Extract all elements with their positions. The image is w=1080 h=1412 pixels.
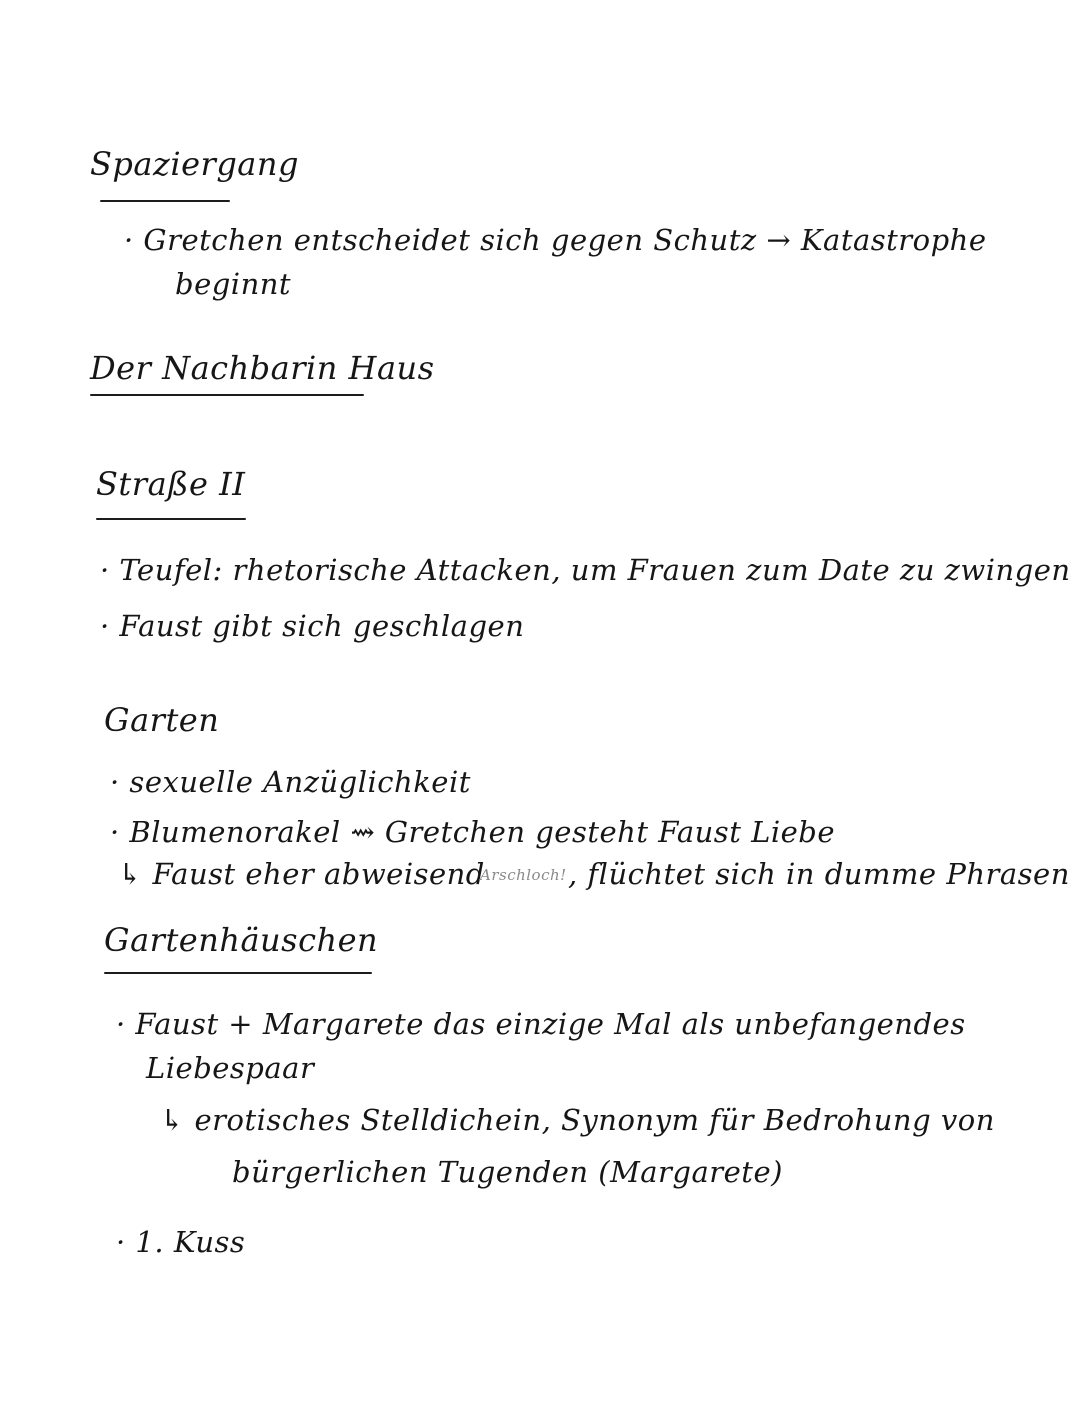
heading-strasse-ii: Straße II xyxy=(96,465,246,503)
note-line: · Gretchen entscheidet sich gegen Schutz → Katastrophe xyxy=(124,223,987,257)
margin-remark: Arschloch! xyxy=(480,866,567,884)
heading-spaziergang: Spaziergang xyxy=(90,145,299,183)
note-line: · 1. Kuss xyxy=(116,1225,246,1259)
note-line: · Faust + Margarete das einzige Mal als unbefangendes xyxy=(116,1007,966,1041)
heading-garten: Garten xyxy=(104,701,220,739)
note-line: · Faust gibt sich geschlagen xyxy=(100,609,525,643)
note-line: · Teufel: rhetorische Attacken, um Frauen zum Date zu zwingen xyxy=(100,553,1071,587)
heading-der-nachbarin-haus: Der Nachbarin Haus xyxy=(90,349,435,387)
heading-underline xyxy=(100,200,230,202)
heading-underline xyxy=(104,972,372,974)
note-line: Liebespaar xyxy=(146,1051,315,1085)
note-line: bürgerlichen Tugenden (Margarete) xyxy=(232,1155,783,1189)
note-line: beginnt xyxy=(175,267,292,301)
heading-underline xyxy=(96,518,246,520)
note-line: , flüchtet sich in dumme Phrasen xyxy=(568,857,1070,891)
note-line: · Blumenorakel ⇝ Gretchen gesteht Faust Liebe xyxy=(110,815,835,849)
note-line: ↳ Faust eher abweisend xyxy=(118,857,485,891)
note-line: ↳ erotisches Stelldichein, Synonym für Bedrohung von xyxy=(160,1103,995,1137)
heading-gartenhaeuschen: Gartenhäuschen xyxy=(104,921,379,959)
note-line: · sexuelle Anzüglichkeit xyxy=(110,765,471,799)
heading-underline xyxy=(90,394,364,396)
